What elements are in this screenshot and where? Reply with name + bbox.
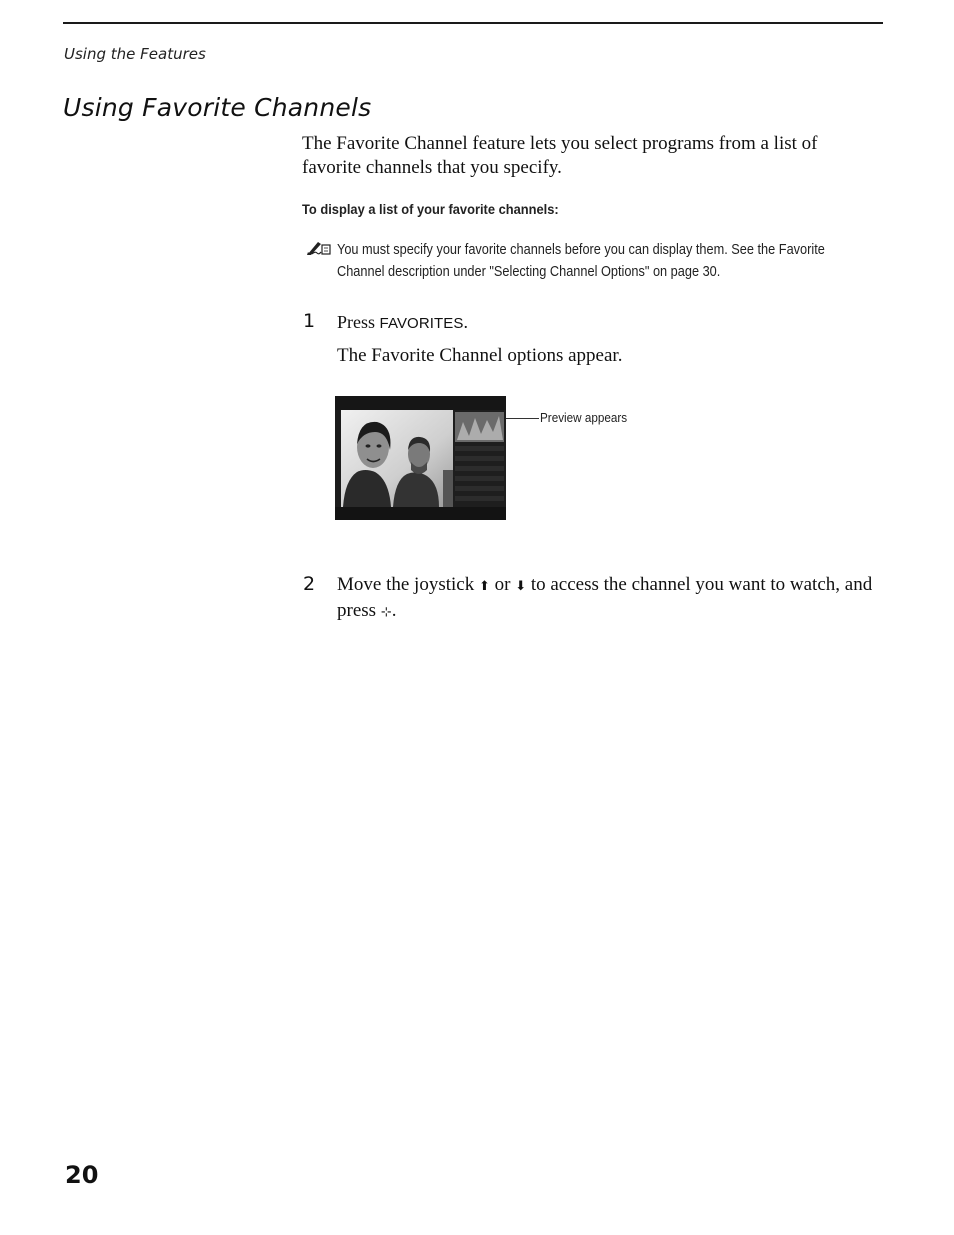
step-1-text-after: . xyxy=(463,312,468,332)
step-2-text-part-3: to access the channel you want to watch, and press xyxy=(337,574,873,621)
joystick-down-icon: ⬇ xyxy=(515,579,527,594)
screen-top-bar xyxy=(335,396,506,410)
note-text: You must specify your favorite channels before you can display them. See the Favorite Channel description under "Selecting Channel Options" on page 30. xyxy=(337,241,825,280)
preview-callout-label: Preview appears xyxy=(540,410,628,425)
note-pencil-icon xyxy=(306,238,332,256)
page-number: 20 xyxy=(65,1161,99,1189)
running-head: Using the Features xyxy=(64,45,206,63)
step-1-number: 1 xyxy=(303,310,316,332)
screen-bottom-bar xyxy=(335,507,506,520)
step-1-text xyxy=(337,312,468,333)
intro-paragraph: The Favorite Channel feature lets you select programs from a list of favorite channels that you specify. xyxy=(302,133,818,178)
step-2-text xyxy=(337,573,897,625)
favorites-key-label: FAVORITES xyxy=(379,315,464,332)
step-2-text-part-2: or xyxy=(489,574,516,595)
step-1-result: The Favorite Channel options appear. xyxy=(337,345,623,366)
step-2-text-part-4: . xyxy=(391,600,397,621)
tv-screen-figure xyxy=(335,396,506,520)
section-title: Using Favorite Channels xyxy=(63,93,372,122)
procedure-subhead: To display a list of your favorite channels: xyxy=(302,201,559,217)
callout-leader-line xyxy=(506,418,539,419)
header-rule xyxy=(63,22,883,24)
joystick-up-icon: ⬆ xyxy=(478,579,490,594)
step-2-number: 2 xyxy=(303,573,316,595)
channel-list-panel xyxy=(453,410,506,507)
step-2-text-part-1: Move the joystick xyxy=(337,574,479,595)
joystick-select-icon: ⊹ xyxy=(380,605,392,620)
preview-photo xyxy=(335,410,453,507)
step-1-text-before: Press xyxy=(337,312,380,332)
